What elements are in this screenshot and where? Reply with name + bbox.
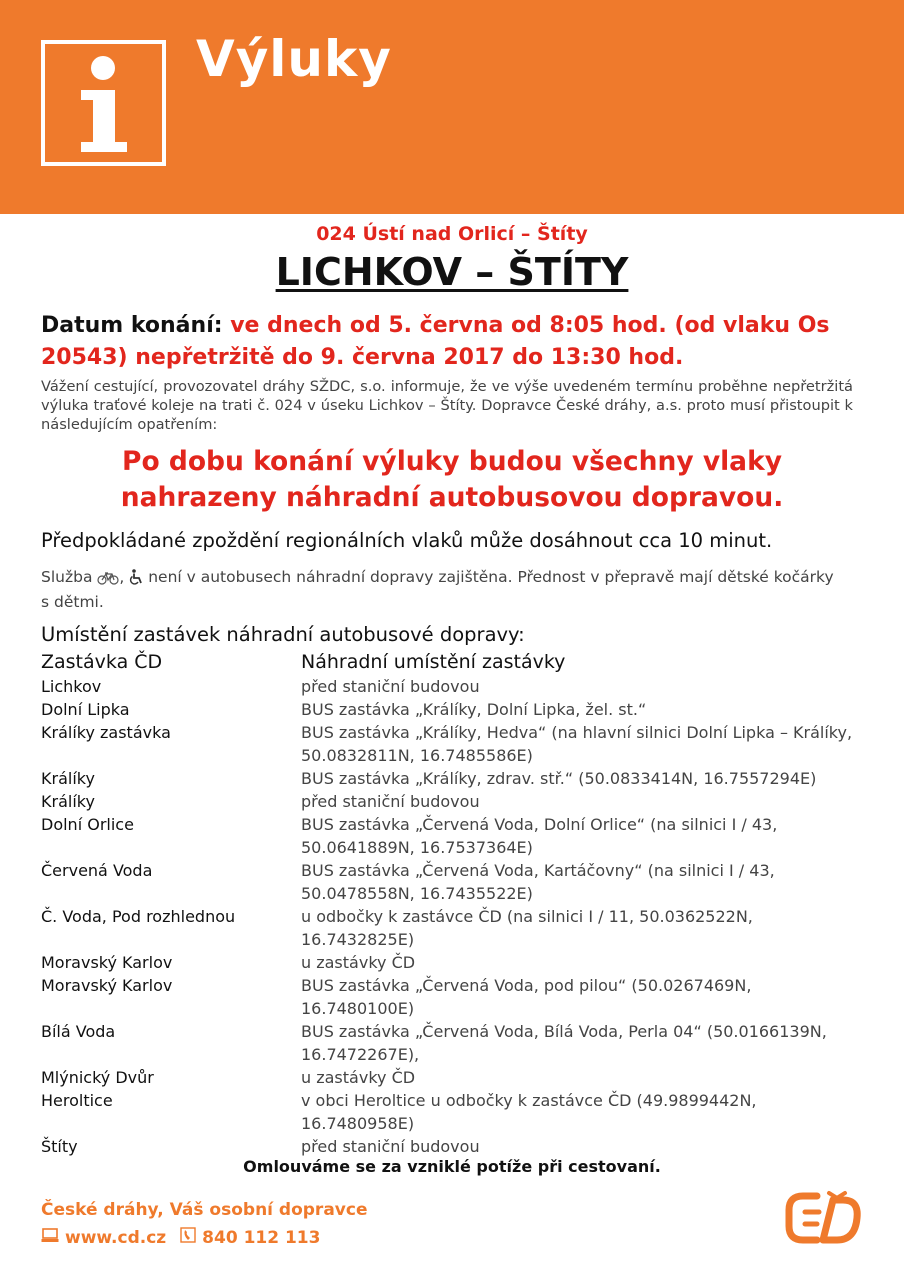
apology-text: Omlouváme se za vzniklé potíže při cestovaní. bbox=[243, 1157, 661, 1176]
replacement-location: před staniční budovou bbox=[301, 792, 480, 811]
footer-web-link[interactable]: www.cd.cz bbox=[65, 1227, 167, 1248]
station-name: Králíky bbox=[41, 769, 95, 788]
stops-heading: Umístění zastávek náhradní autobusové dopravy: bbox=[41, 623, 525, 646]
table-row bbox=[41, 813, 871, 859]
computer-icon bbox=[41, 1228, 59, 1248]
station-name: Moravský Karlov bbox=[41, 953, 173, 972]
stops-table bbox=[41, 649, 871, 1158]
replacement-location: BUS zastávka „Červená Voda, pod pilou“ (50.0267469N, 16.7480100E) bbox=[301, 976, 752, 1018]
page-title: LICHKOV – ŠTÍTY bbox=[275, 250, 629, 294]
header-title: Výluky bbox=[196, 30, 392, 88]
service-separator: , bbox=[119, 568, 125, 586]
table-row bbox=[41, 1020, 871, 1066]
service-notice bbox=[41, 566, 841, 613]
stops-table-header bbox=[41, 649, 871, 675]
table-row bbox=[41, 974, 871, 1020]
station-name: Moravský Karlov bbox=[41, 976, 173, 995]
station-name: Lichkov bbox=[41, 677, 102, 696]
replacement-location: před staniční budovou bbox=[301, 677, 480, 696]
station-name: Dolní Orlice bbox=[41, 815, 134, 834]
replacement-location: u zastávky ČD bbox=[301, 953, 416, 972]
replacement-location: v obci Heroltice u odbočky k zastávce ČD (49.9899442N, 16.7480958E) bbox=[301, 1091, 757, 1133]
bicycle-icon bbox=[97, 569, 119, 591]
replacement-notice bbox=[0, 444, 904, 516]
delay-notice: Předpokládané zpoždění regionálních vlaků může dosáhnout cca 10 minut. bbox=[41, 529, 773, 552]
header-banner bbox=[0, 0, 904, 214]
station-name: Mlýnický Dvůr bbox=[41, 1068, 154, 1087]
footer-company: České dráhy, Váš osobní dopravce bbox=[41, 1200, 368, 1220]
table-row bbox=[41, 790, 871, 813]
wheelchair-icon bbox=[129, 569, 143, 591]
station-name: Králíky bbox=[41, 792, 95, 811]
table-row bbox=[41, 698, 871, 721]
footer-phone[interactable]: 840 112 113 bbox=[202, 1227, 321, 1248]
footer-contacts bbox=[41, 1227, 320, 1248]
column-header-replacement: Náhradní umístění zastávky bbox=[301, 651, 566, 673]
station-name: Dolní Lipka bbox=[41, 700, 130, 719]
stops-table-body bbox=[41, 675, 871, 1158]
table-row bbox=[41, 1089, 871, 1135]
cd-logo bbox=[783, 1190, 867, 1250]
replacement-location: BUS zastávka „Červená Voda, Kartáčovny“ (na silnici I / 43, 50.0478558N, 16.7435522E) bbox=[301, 861, 775, 903]
service-text: není v autobusech náhradní dopravy zajištěna. Přednost v přepravě mají dětské kočárky s dětmi. bbox=[41, 568, 834, 611]
date-block bbox=[41, 310, 871, 374]
line-name: 024 Ústí nad Orlicí – Štíty bbox=[316, 223, 588, 245]
replacement-location: BUS zastávka „Červená Voda, Bílá Voda, Perla 04“ (50.0166139N, 16.7472267E), bbox=[301, 1022, 827, 1064]
table-row bbox=[41, 675, 871, 698]
date-label: Datum konání: bbox=[41, 313, 223, 338]
replacement-location: BUS zastávka „Červená Voda, Dolní Orlice“ (na silnici I / 43, 50.0641889N, 16.7537364E) bbox=[301, 815, 778, 857]
station-name: Heroltice bbox=[41, 1091, 113, 1110]
info-icon bbox=[41, 40, 166, 166]
intro-text: Vážení cestující, provozovatel dráhy SŽDC, s.o. informuje, že ve výše uvedeném termínu proběhne nepřetržitá výluka traťové koleje na trati č. 024 v úseku Lichkov – Štíty. Dopravce České dráhy, a.s. proto musí přistoupit k následujícím opatřením: bbox=[41, 378, 853, 433]
station-name: Králíky zastávka bbox=[41, 723, 171, 742]
table-row bbox=[41, 767, 871, 790]
table-row bbox=[41, 1066, 871, 1089]
table-row bbox=[41, 859, 871, 905]
table-row bbox=[41, 1135, 871, 1158]
replacement-location: BUS zastávka „Králíky, Dolní Lipka, žel. st.“ bbox=[301, 700, 647, 719]
replacement-location: BUS zastávka „Králíky, Hedva“ (na hlavní silnici Dolní Lipka – Králíky, 50.0832811N, 16.7485586E) bbox=[301, 723, 853, 765]
service-prefix: Služba bbox=[41, 568, 93, 586]
replacement-location: před staniční budovou bbox=[301, 1137, 480, 1156]
station-name: Červená Voda bbox=[41, 861, 153, 880]
replacement-location: u zastávky ČD bbox=[301, 1068, 416, 1087]
table-row bbox=[41, 905, 871, 951]
replacement-location: u odbočky k zastávce ČD (na silnici I / 11, 50.0362522N, 16.7432825E) bbox=[301, 907, 753, 949]
replacement-line-2: nahrazeny náhradní autobusovou dopravou. bbox=[120, 482, 784, 513]
column-header-station: Zastávka ČD bbox=[41, 651, 163, 673]
station-name: Bílá Voda bbox=[41, 1022, 116, 1041]
phone-icon bbox=[180, 1227, 196, 1248]
station-name: Č. Voda, Pod rozhlednou bbox=[41, 907, 236, 926]
station-name: Štíty bbox=[41, 1137, 78, 1156]
table-row bbox=[41, 951, 871, 974]
table-row bbox=[41, 721, 871, 767]
replacement-location: BUS zastávka „Králíky, zdrav. stř.“ (50.0833414N, 16.7557294E) bbox=[301, 769, 817, 788]
date-value: ve dnech od 5. června od 8:05 hod. (od vlaku Os 20543) nepřetržitě do 9. června 2017 do 13:30 hod. bbox=[41, 313, 830, 370]
replacement-line-1: Po dobu konání výluky budou všechny vlaky bbox=[122, 446, 782, 477]
